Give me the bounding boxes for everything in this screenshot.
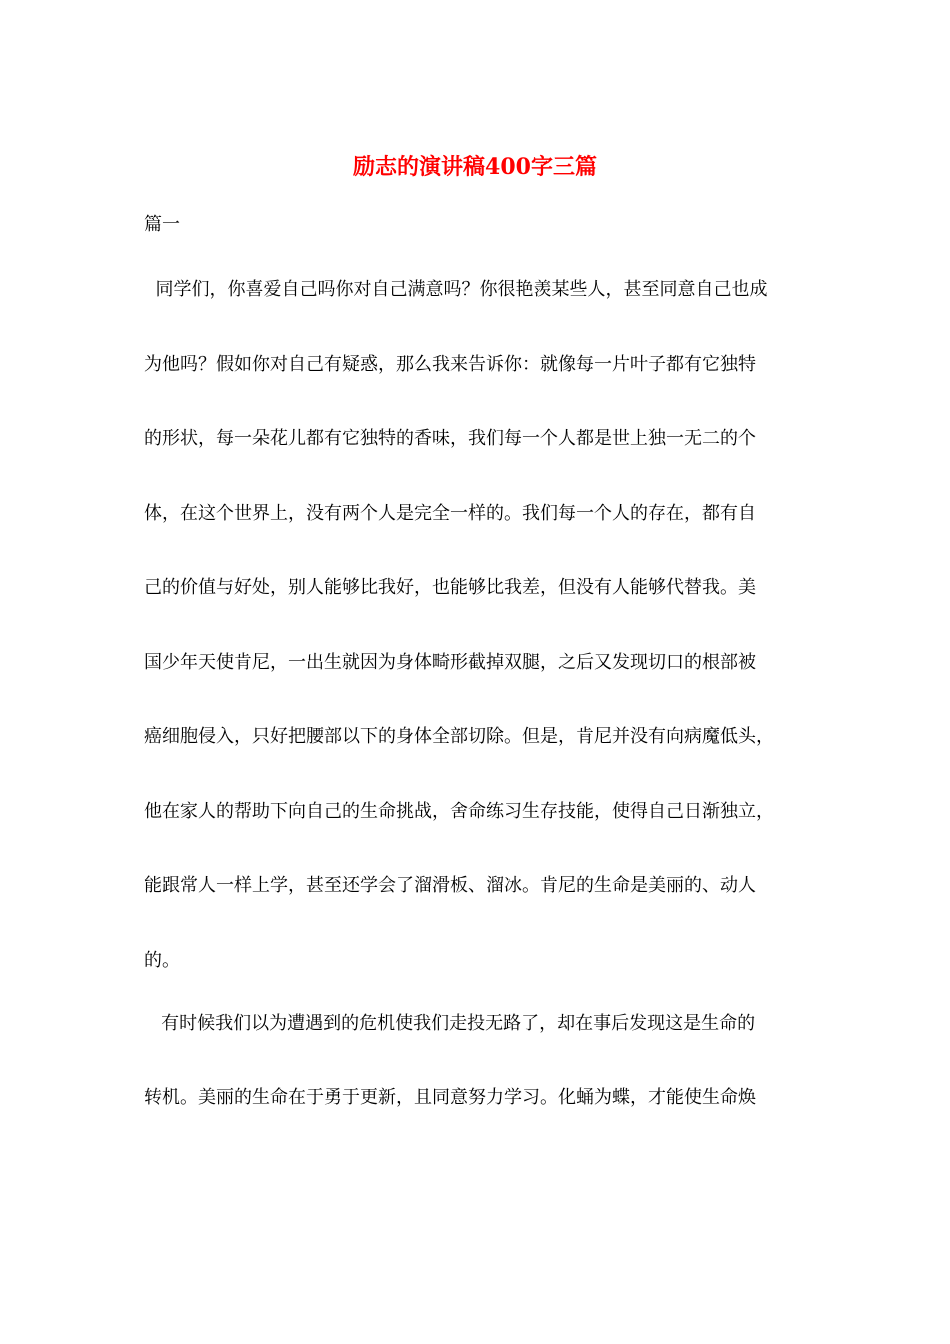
paragraph-line: 体，在这个世界上，没有两个人是完全一样的。我们每一个人的存在，都有自 [144,503,756,524]
paragraph-line: 有时候我们以为遭遇到的危机使我们走投无路了，却在事后发现这是生命的 [144,1013,756,1034]
section-heading: 篇一 [144,214,180,235]
paragraph-line: 癌细胞侵入，只好把腰部以下的身体全部切除。但是，肯尼并没有向病魔低头， [144,726,774,747]
paragraph-line: 己的价值与好处，别人能够比我好，也能够比我差，但没有人能够代替我。美 [144,577,756,598]
paragraph-line: 能跟常人一样上学，甚至还学会了溜滑板、溜冰。肯尼的生命是美丽的、动人 [144,875,756,896]
paragraph-line: 同学们，你喜爱自己吗你对自己满意吗？你很艳羡某些人，甚至同意自己也成 [144,279,768,300]
document-title: 励志的演讲稿400字三篇 [353,154,597,180]
paragraph-line: 国少年天使肯尼，一出生就因为身体畸形截掉双腿，之后又发现切口的根部被 [144,652,756,673]
paragraph-line: 的。 [144,950,180,971]
paragraph-line: 为他吗？假如你对自己有疑惑，那么我来告诉你：就像每一片叶子都有它独特 [144,354,756,375]
paragraph-line: 的形状，每一朵花儿都有它独特的香味，我们每一个人都是世上独一无二的个 [144,428,756,449]
paragraph-line: 他在家人的帮助下向自己的生命挑战，舍命练习生存技能，使得自己日渐独立， [144,801,774,822]
paragraph-line: 转机。美丽的生命在于勇于更新，且同意努力学习。化蛹为蝶，才能使生命焕 [144,1087,756,1108]
